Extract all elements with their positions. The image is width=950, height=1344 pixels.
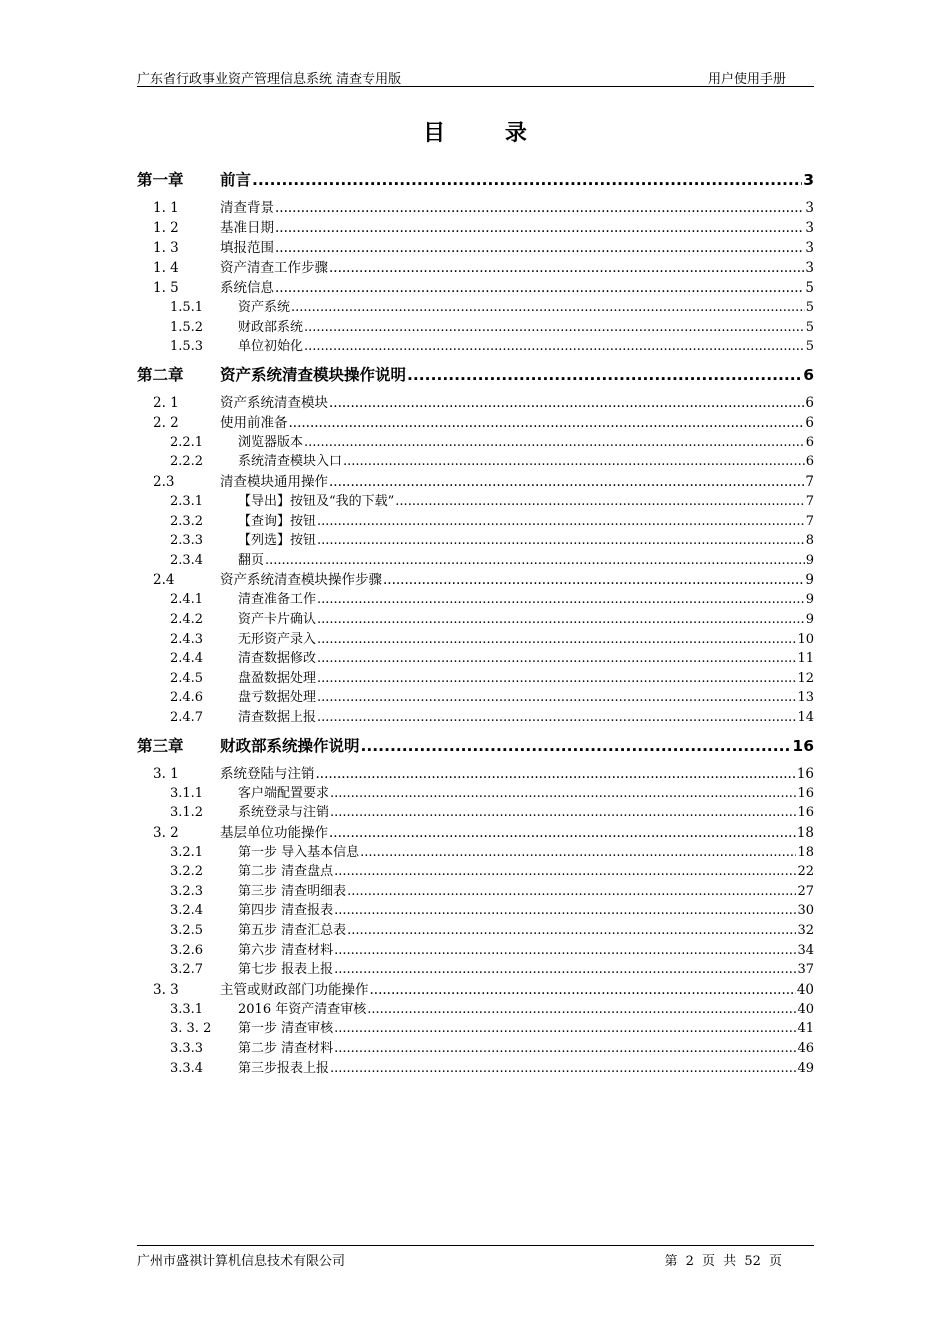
toc-dot-leader xyxy=(304,318,805,338)
toc-dot-leader xyxy=(329,393,804,413)
toc-entry-number: 3.3.1 xyxy=(170,1001,204,1017)
toc-entry-page: 9 xyxy=(805,552,814,568)
toc-entry-page: 6 xyxy=(803,365,814,384)
toc-entry-page: 18 xyxy=(796,824,814,841)
toc-dot-leader xyxy=(304,433,805,453)
toc-entry-number: 1. 3 xyxy=(153,240,179,256)
toc-entry-sub[interactable] xyxy=(137,960,814,980)
toc-entry-sec[interactable] xyxy=(137,472,814,492)
toc-dot-leader xyxy=(330,1059,796,1079)
toc-entry-sub[interactable] xyxy=(137,610,814,630)
toc-entry-number: 3.1.1 xyxy=(170,785,204,801)
toc-entry-sub[interactable] xyxy=(137,433,814,453)
toc-entry-title: 第七步 报表上报 xyxy=(238,962,334,978)
toc-entry-page: 30 xyxy=(797,903,814,919)
toc-entry-chapter[interactable] xyxy=(137,734,814,758)
toc-dot-leader xyxy=(360,843,796,863)
toc-entry-sub[interactable] xyxy=(137,551,814,571)
toc-dot-leader xyxy=(334,941,796,961)
toc-entry-page: 3 xyxy=(805,220,814,236)
toc-entry-number: 1.5.2 xyxy=(170,319,204,335)
toc-entry-sub[interactable] xyxy=(137,531,814,551)
toc-title: 目 录 xyxy=(423,120,553,146)
toc-entry-page: 49 xyxy=(797,1060,814,1076)
toc-entry-title: 资产卡片确认 xyxy=(238,611,317,627)
toc-entry-sub[interactable] xyxy=(137,452,814,472)
toc-entry-title: 客户端配置要求 xyxy=(238,785,330,801)
toc-entry-title: 财政部系统 xyxy=(238,319,304,335)
toc-entry-page: 10 xyxy=(797,631,814,647)
toc-entry-title: 清查背景 xyxy=(220,200,274,216)
toc-entry-title: 第六步 清查材料 xyxy=(238,942,334,958)
toc-entry-title: 资产系统 xyxy=(238,300,291,315)
toc-dot-leader xyxy=(304,337,805,357)
toc-entry-page: 5 xyxy=(805,280,814,296)
toc-entry-sec[interactable] xyxy=(137,570,814,590)
toc-dot-leader xyxy=(275,218,804,238)
footer-company: 广州市盛祺计算机信息技术有限公司 xyxy=(137,1254,346,1269)
toc-entry-page: 5 xyxy=(805,339,814,355)
toc-entry-title: 盘亏数据处理 xyxy=(238,690,317,706)
toc-entry-page: 7 xyxy=(805,513,814,529)
toc-entry-sec[interactable] xyxy=(137,198,814,218)
footer-page-number: 第 2 页 共 52 页 xyxy=(664,1254,782,1269)
toc-entry-title: 第一步 导入基本信息 xyxy=(238,844,360,860)
header-doc-title: 广东省行政事业资产管理信息系统 清查专用版 xyxy=(137,72,402,87)
toc-entry-page: 9 xyxy=(805,572,814,589)
toc-entry-number: 3.2.6 xyxy=(170,942,204,958)
toc-entry-sec[interactable] xyxy=(137,413,814,433)
toc-entry-sub[interactable] xyxy=(137,921,814,941)
toc-dot-leader xyxy=(395,492,804,512)
toc-entry-number: 2.3.1 xyxy=(170,493,204,509)
toc-entry-number: 第三章 xyxy=(137,736,184,755)
toc-entry-page: 22 xyxy=(797,864,814,880)
toc-dot-leader xyxy=(265,551,805,571)
toc-entry-title: 浏览器版本 xyxy=(238,434,304,450)
toc-entry-page: 16 xyxy=(792,736,814,755)
toc-entry-title: 资产系统清查模块操作说明 xyxy=(220,365,407,384)
toc-entry-page: 34 xyxy=(797,942,814,958)
toc-dot-leader xyxy=(383,570,804,590)
toc-dot-leader xyxy=(317,688,796,708)
toc-entry-number: 2.4.4 xyxy=(170,651,204,667)
toc-entry-page: 16 xyxy=(796,765,814,782)
toc-dot-leader xyxy=(329,258,804,278)
toc-entry-number: 1. 2 xyxy=(153,220,179,236)
toc-entry-title: 财政部系统操作说明 xyxy=(220,736,360,755)
toc-dot-leader xyxy=(329,823,796,843)
toc-entry-number: 2.3.2 xyxy=(170,513,204,529)
toc-entry-number: 3. 1 xyxy=(153,765,179,782)
toc-entry-number: 3. 3 xyxy=(153,981,179,998)
toc-entry-page: 3 xyxy=(805,200,814,216)
toc-entry-title: 填报范围 xyxy=(220,240,274,256)
toc-entry-title: 基准日期 xyxy=(220,220,274,236)
toc-dot-leader xyxy=(370,980,796,1000)
toc-entry-number: 第一章 xyxy=(137,171,184,189)
toc-entry-title: 资产系统清查模块 xyxy=(220,394,328,411)
toc-entry-number: 3.2.2 xyxy=(170,864,204,880)
toc-entry-title: 【导出】按钮及“我的下载” xyxy=(238,493,395,509)
toc-dot-leader xyxy=(275,238,804,258)
toc-entry-title: 单位初始化 xyxy=(238,339,304,355)
toc-entry-page: 6 xyxy=(805,414,814,431)
toc-entry-number: 2.3.3 xyxy=(170,533,204,549)
toc-entry-title: 清查数据修改 xyxy=(238,651,317,667)
toc-entry-page: 8 xyxy=(805,533,814,549)
toc-entry-page: 3 xyxy=(803,171,814,189)
toc-entry-number: 3. 2 xyxy=(153,824,179,841)
toc-dot-leader xyxy=(275,198,804,218)
toc-entry-title: 【列选】按钮 xyxy=(238,533,317,549)
toc-entry-number: 3.3.3 xyxy=(170,1041,204,1057)
toc-dot-leader xyxy=(289,413,805,433)
toc-entry-number: 2.4.7 xyxy=(170,709,204,725)
chapter-gap xyxy=(137,728,814,732)
page-header xyxy=(137,66,814,87)
toc-entry-title: 系统清查模块入口 xyxy=(238,454,343,470)
toc-entry-title: 系统信息 xyxy=(220,280,274,296)
toc-entry-sec[interactable] xyxy=(137,278,814,298)
toc-entry-sub[interactable] xyxy=(137,1019,814,1039)
toc-entry-title: 2016 年资产清查审核 xyxy=(238,1001,367,1017)
toc-entry-title: 翻页 xyxy=(238,552,265,568)
toc-entry-number: 3.2.7 xyxy=(170,962,204,978)
toc-entry-page: 7 xyxy=(805,493,814,509)
toc-entry-sub[interactable] xyxy=(137,1039,814,1059)
toc-entry-page: 16 xyxy=(797,785,814,801)
toc-entry-title: 第一步 清查审核 xyxy=(238,1021,334,1037)
toc-entry-page: 6 xyxy=(805,434,814,450)
toc-entry-sub[interactable] xyxy=(137,882,814,902)
toc-entry-number: 2.2.2 xyxy=(170,454,204,470)
toc-entry-number: 1. 1 xyxy=(153,200,179,216)
toc-entry-number: 2.2.1 xyxy=(170,434,204,450)
toc-entry-page: 9 xyxy=(805,592,814,608)
toc-entry-sub[interactable] xyxy=(137,590,814,610)
toc-entry-title: 资产系统清查模块操作步骤 xyxy=(220,572,382,589)
toc-entry-sub[interactable] xyxy=(137,492,814,512)
toc-entry-page: 7 xyxy=(805,473,814,490)
toc-entry-page: 6 xyxy=(805,454,814,470)
toc-entry-sec[interactable] xyxy=(137,258,814,278)
toc-entry-page: 5 xyxy=(805,319,814,335)
toc-entry-sub[interactable] xyxy=(137,669,814,689)
toc-entry-number: 1.5.1 xyxy=(170,300,204,315)
toc-entry-sub[interactable] xyxy=(137,337,814,357)
toc-entry-sub[interactable] xyxy=(137,1000,814,1020)
toc-entry-title: 系统登录与注销 xyxy=(238,805,330,821)
toc-entry-title: 资产清查工作步骤 xyxy=(220,260,328,276)
toc-dot-leader xyxy=(317,610,805,630)
toc-entry-page: 6 xyxy=(805,394,814,411)
toc-entry-sub[interactable] xyxy=(137,649,814,669)
toc-entry-title: 第二步 清查材料 xyxy=(238,1041,334,1057)
toc-entry-page: 13 xyxy=(797,690,814,706)
toc-entry-number: 3.3.4 xyxy=(170,1060,204,1076)
toc-dot-leader xyxy=(334,901,796,921)
table-of-contents xyxy=(137,166,814,1078)
toc-dot-leader xyxy=(317,669,796,689)
toc-entry-number: 2.4.6 xyxy=(170,690,204,706)
toc-entry-sub[interactable] xyxy=(137,1059,814,1079)
toc-dot-leader xyxy=(330,803,796,823)
toc-entry-chapter[interactable] xyxy=(137,168,814,192)
toc-entry-page: 9 xyxy=(805,611,814,627)
toc-entry-page: 12 xyxy=(797,670,814,686)
toc-entry-title: 清查数据上报 xyxy=(238,709,317,725)
toc-entry-page: 32 xyxy=(797,923,814,939)
toc-entry-number: 2. 1 xyxy=(153,394,179,411)
toc-dot-leader xyxy=(291,298,805,318)
toc-entry-title: 盘盈数据处理 xyxy=(238,670,317,686)
toc-entry-page: 46 xyxy=(797,1041,814,1057)
toc-entry-sub[interactable] xyxy=(137,901,814,921)
toc-entry-title: 清查模块通用操作 xyxy=(220,473,328,490)
toc-entry-page: 27 xyxy=(797,883,814,899)
toc-dot-leader xyxy=(317,708,796,728)
toc-dot-leader xyxy=(347,882,796,902)
toc-entry-number: 3.2.1 xyxy=(170,844,204,860)
toc-dot-leader xyxy=(334,960,796,980)
toc-dot-leader xyxy=(330,784,796,804)
toc-entry-page: 18 xyxy=(797,844,814,860)
toc-dot-leader xyxy=(317,531,805,551)
toc-dot-leader xyxy=(334,862,796,882)
toc-entry-number: 3.1.2 xyxy=(170,805,204,821)
toc-dot-leader xyxy=(343,452,805,472)
toc-entry-title: 基层单位功能操作 xyxy=(220,824,328,841)
toc-entry-sub[interactable] xyxy=(137,630,814,650)
toc-dot-leader xyxy=(317,649,796,669)
toc-entry-page: 5 xyxy=(805,300,814,315)
toc-entry-number: 2.4.3 xyxy=(170,631,204,647)
toc-entry-sub[interactable] xyxy=(137,803,814,823)
toc-entry-chapter[interactable] xyxy=(137,363,814,387)
toc-entry-page: 40 xyxy=(797,1001,814,1017)
toc-entry-number: 1. 4 xyxy=(153,260,179,276)
toc-entry-title: 【查询】按钮 xyxy=(238,513,317,529)
toc-entry-page: 14 xyxy=(797,709,814,725)
toc-entry-sub[interactable] xyxy=(137,784,814,804)
toc-entry-page: 3 xyxy=(805,240,814,256)
toc-entry-page: 37 xyxy=(797,962,814,978)
toc-entry-page: 41 xyxy=(797,1021,814,1037)
toc-entry-title: 第三步报表上报 xyxy=(238,1060,330,1076)
toc-entry-title: 清查准备工作 xyxy=(238,592,317,608)
toc-entry-sub[interactable] xyxy=(137,512,814,532)
toc-entry-number: 3.2.5 xyxy=(170,923,204,939)
toc-dot-leader xyxy=(317,590,805,610)
toc-entry-page: 11 xyxy=(797,651,814,667)
chapter-gap xyxy=(137,357,814,361)
toc-entry-number: 3. 3. 2 xyxy=(170,1021,212,1037)
toc-entry-title: 第五步 清查汇总表 xyxy=(238,923,347,939)
toc-entry-title: 主管或财政部门功能操作 xyxy=(220,981,369,998)
toc-entry-sec[interactable] xyxy=(137,218,814,238)
toc-dot-leader xyxy=(317,512,805,532)
toc-entry-number: 2.4.1 xyxy=(170,592,204,608)
toc-entry-number: 2. 2 xyxy=(153,414,179,431)
toc-entry-title: 第四步 清查报表 xyxy=(238,903,334,919)
toc-dot-leader xyxy=(334,1039,796,1059)
toc-dot-leader xyxy=(334,1019,796,1039)
toc-entry-title: 系统登陆与注销 xyxy=(220,765,315,782)
toc-entry-sub[interactable] xyxy=(137,843,814,863)
toc-dot-leader xyxy=(275,278,804,298)
toc-entry-title: 第三步 清查明细表 xyxy=(238,883,347,899)
toc-entry-sec[interactable] xyxy=(137,393,814,413)
toc-entry-number: 2.3.4 xyxy=(170,552,204,568)
toc-entry-sub[interactable] xyxy=(137,862,814,882)
toc-entry-page: 16 xyxy=(797,805,814,821)
toc-entry-sub[interactable] xyxy=(137,298,814,318)
toc-entry-sec[interactable] xyxy=(137,764,814,784)
toc-entry-sec[interactable] xyxy=(137,238,814,258)
toc-dot-leader xyxy=(252,168,802,192)
toc-entry-sec[interactable] xyxy=(137,823,814,843)
toc-entry-number: 2.3 xyxy=(153,473,175,490)
toc-entry-number: 第二章 xyxy=(137,365,184,384)
toc-entry-page: 3 xyxy=(805,260,814,276)
toc-entry-page: 40 xyxy=(796,981,814,998)
toc-dot-leader xyxy=(367,1000,796,1020)
toc-entry-number: 1.5.3 xyxy=(170,339,204,355)
toc-entry-number: 3.2.3 xyxy=(170,883,204,899)
toc-entry-sub[interactable] xyxy=(137,941,814,961)
toc-entry-sub[interactable] xyxy=(137,708,814,728)
toc-entry-number: 2.4.2 xyxy=(170,611,204,627)
toc-dot-leader xyxy=(316,764,796,784)
toc-entry-number: 2.4 xyxy=(153,572,175,589)
toc-dot-leader xyxy=(317,630,796,650)
toc-entry-sec[interactable] xyxy=(137,980,814,1000)
header-manual-label: 用户使用手册 xyxy=(707,72,786,87)
toc-dot-leader xyxy=(361,734,792,758)
page-footer xyxy=(137,1245,814,1268)
toc-entry-title: 前言 xyxy=(220,171,252,189)
toc-entry-number: 3.2.4 xyxy=(170,903,204,919)
toc-entry-title: 第二步 清查盘点 xyxy=(238,864,334,880)
toc-entry-number: 2.4.5 xyxy=(170,670,204,686)
toc-entry-title: 使用前准备 xyxy=(220,414,288,431)
toc-dot-leader xyxy=(407,363,802,387)
toc-entry-title: 无形资产录入 xyxy=(238,631,317,647)
toc-entry-sub[interactable] xyxy=(137,318,814,338)
toc-dot-leader xyxy=(329,472,804,492)
toc-entry-sub[interactable] xyxy=(137,688,814,708)
toc-entry-number: 1. 5 xyxy=(153,280,179,296)
toc-dot-leader xyxy=(347,921,796,941)
